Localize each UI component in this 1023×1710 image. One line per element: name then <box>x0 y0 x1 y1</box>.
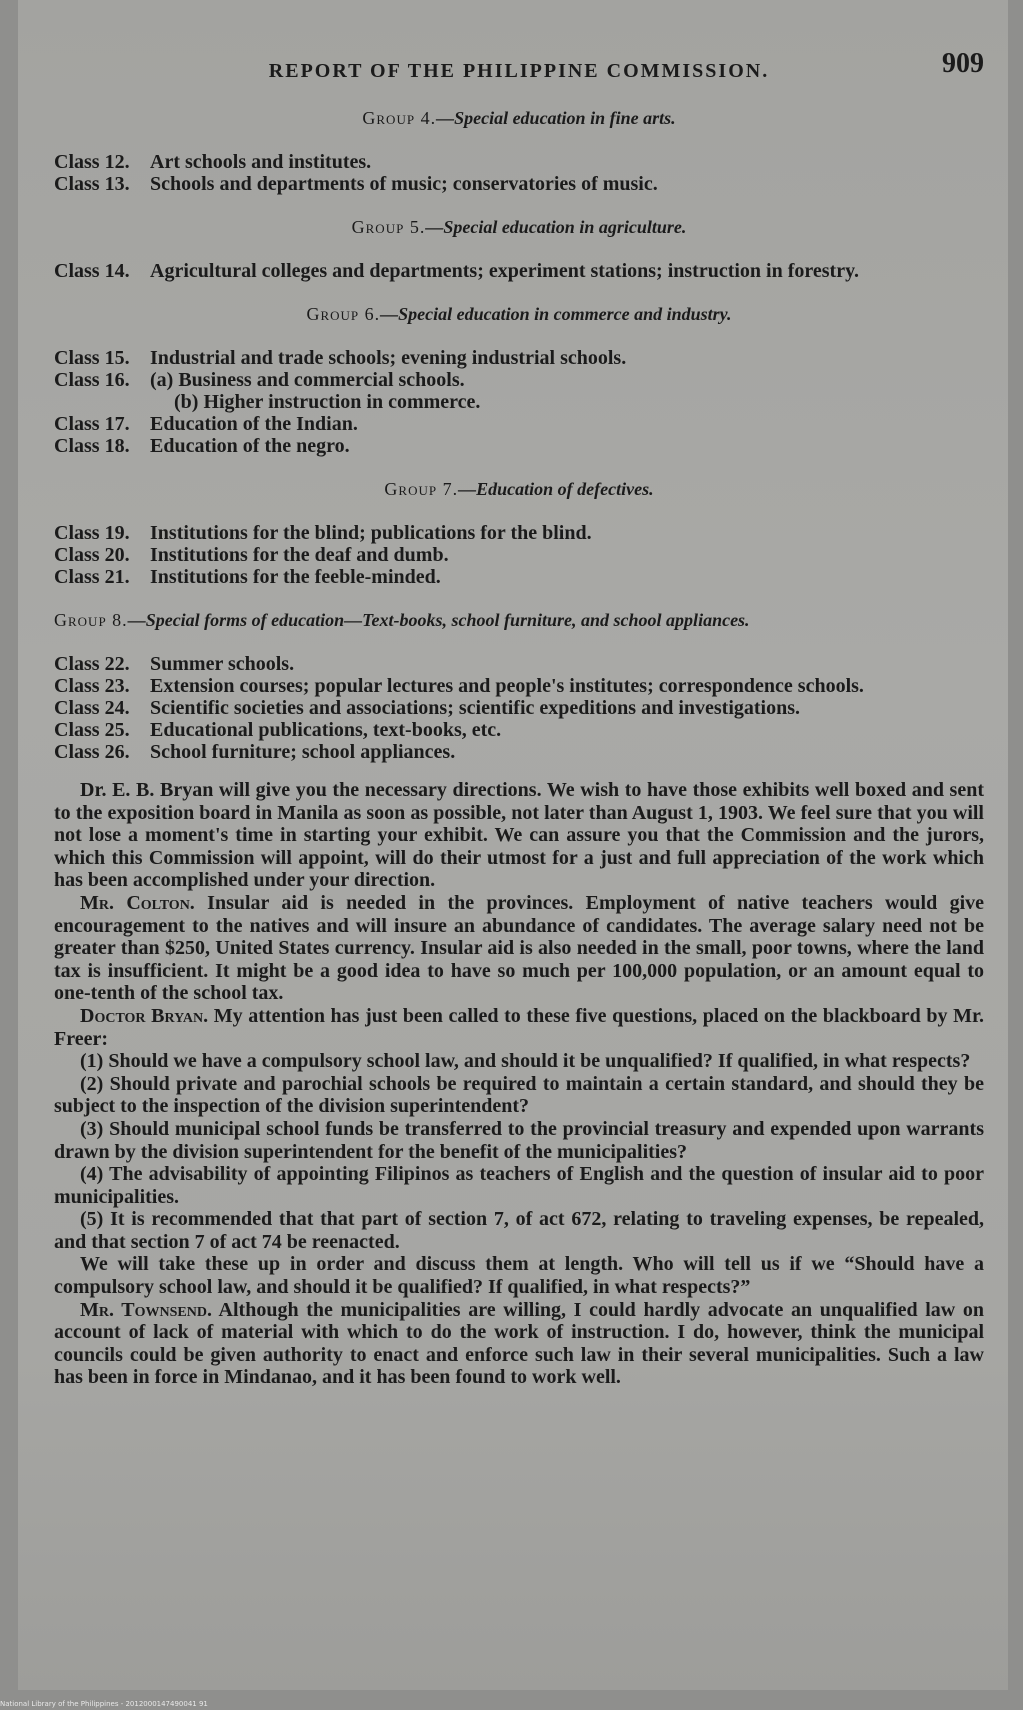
class-number: Class 21. <box>54 566 130 588</box>
class-list <box>54 653 984 763</box>
class-number: Class 14. <box>54 260 130 282</box>
class-list <box>54 151 984 195</box>
group-name: Group 6. <box>306 304 381 324</box>
class-entry <box>54 522 984 544</box>
class-number: Class 19. <box>54 522 130 544</box>
class-number: Class 18. <box>54 435 130 457</box>
class-description: Scientific societies and associations; scientific expeditions and investigations. <box>150 697 800 719</box>
paragraph-text: Insular aid is needed in the provinces. Employment of native teachers would give encouragement to the natives and will insure an abundance of candidates. The average salary need not be greater than $250, United States currency. Insular aid is also needed in the small, poor towns, where the land tax is insufficient. It might be a good idea to have so much per 100,000 population, or an amount equal to one-tenth of the school tax. <box>54 891 984 1005</box>
body-paragraph <box>54 1299 984 1389</box>
group-name: Group 5. <box>351 217 426 237</box>
paragraph-text: We will take these up in order and discuss them at length. Who will tell us if we “Should have a compulsory school law, and should it be qualified? If qualified, in what respects?” <box>54 1253 984 1299</box>
class-number <box>54 391 150 413</box>
class-description: Art schools and institutes. <box>150 151 372 173</box>
class-number: Class 22. <box>54 653 130 675</box>
class-description: Educational publications, text-books, etc. <box>150 719 502 741</box>
group-name: Group 4. <box>362 108 437 128</box>
class-number: Class 24. <box>54 697 130 719</box>
class-number: Class 25. <box>54 719 130 741</box>
paragraph-text: (4) The advisability of appointing Filipinos as teachers of English and the question of insular aid to poor municipalities. <box>54 1163 984 1208</box>
group-subject: —Special education in agriculture. <box>425 217 687 237</box>
footer-credit: National Library of the Philippines - 2012000147490041 91 <box>0 1700 208 1708</box>
group-heading <box>54 479 984 500</box>
class-entry <box>54 675 984 697</box>
class-description: (b) Higher instruction in commerce. <box>174 391 481 413</box>
class-description: Agricultural colleges and departments; experiment stations; instruction in forestry. <box>150 260 859 282</box>
class-list <box>54 522 984 588</box>
class-entry <box>54 719 984 741</box>
class-description: Institutions for the deaf and dumb. <box>150 544 449 566</box>
class-description: Education of the negro. <box>150 435 350 457</box>
paragraph-text: Although the municipalities are willing, I could hardly advocate an unqualified law on account of lack of material with which to do the work of instruction. I do, however, think the municipal councils could be given authority to enact and enforce such law in their several municipalities. Such a law has been in force in Mindanao, and it has been found to work well. <box>54 1298 984 1389</box>
class-number: Class 20. <box>54 544 130 566</box>
page-number: 909 <box>942 48 984 79</box>
class-description: Education of the Indian. <box>150 413 358 435</box>
class-entry <box>54 741 984 763</box>
body-paragraph <box>54 779 984 892</box>
group-subject: —Special forms of education—Text-books, school furniture, and school appliances. <box>127 610 750 630</box>
class-description: (a) Business and commercial schools. <box>150 369 465 391</box>
class-entry <box>54 566 984 588</box>
class-description: Institutions for the blind; publications for the blind. <box>150 522 592 544</box>
body-paragraph <box>54 1073 984 1118</box>
group-name: Group 8. <box>54 610 128 630</box>
class-entry <box>54 413 984 435</box>
class-number: Class 16. <box>54 369 130 391</box>
group-heading <box>54 217 984 238</box>
class-entry <box>54 435 984 457</box>
paragraph-text: (5) It is recommended that that part of section 7, of act 672, relating to traveling expenses, be repealed, and that section 7 of act 74 be reenacted. <box>54 1208 984 1253</box>
body-paragraph <box>54 1005 984 1050</box>
class-number: Class 23. <box>54 675 130 697</box>
class-entry <box>54 347 984 369</box>
report-title: REPORT OF THE PHILIPPINE COMMISSION. <box>268 60 770 82</box>
class-description: Institutions for the feeble-minded. <box>150 566 441 588</box>
body-text <box>54 779 984 1389</box>
class-entry <box>54 391 984 413</box>
class-entry <box>54 544 984 566</box>
running-head <box>54 48 984 94</box>
speaker-name: Doctor Bryan. <box>80 1004 209 1027</box>
group-heading <box>54 610 984 631</box>
class-description: Extension courses; popular lectures and people's institutes; correspondence schools. <box>150 675 864 697</box>
class-number: Class 13. <box>54 173 130 195</box>
group-name: Group 7. <box>384 479 459 499</box>
group-subject: —Special education in fine arts. <box>436 108 676 128</box>
class-number: Class 15. <box>54 347 130 369</box>
speaker-name: Mr. Colton. <box>80 891 195 914</box>
group-subject: —Education of defectives. <box>458 479 654 499</box>
group-heading <box>54 304 984 325</box>
speaker-name: Mr. Townsend. <box>80 1298 212 1321</box>
paragraph-text: (1) Should we have a compulsory school law, and should it be unqualified? If qualified, in what respects? <box>80 1050 971 1073</box>
class-number: Class 26. <box>54 741 130 763</box>
group-subject: —Special education in commerce and industry. <box>380 304 732 324</box>
class-entry <box>54 369 984 391</box>
class-entry <box>54 151 984 173</box>
class-description: Industrial and trade schools; evening industrial schools. <box>150 347 627 369</box>
class-description: Summer schools. <box>150 653 295 675</box>
class-list <box>54 347 984 457</box>
body-paragraph <box>54 1253 984 1298</box>
class-entry <box>54 260 984 282</box>
class-entry <box>54 697 984 719</box>
class-entry <box>54 173 984 195</box>
body-paragraph <box>54 1208 984 1253</box>
class-number: Class 12. <box>54 151 130 173</box>
class-list <box>54 260 984 282</box>
class-number: Class 17. <box>54 413 130 435</box>
paragraph-text: (2) Should private and parochial schools be required to maintain a certain standard, and should they be subject to the inspection of the division superintendent? <box>54 1072 984 1118</box>
group-heading <box>54 108 984 129</box>
body-paragraph <box>54 892 984 1005</box>
document-page <box>18 0 1008 1690</box>
body-paragraph <box>54 1050 984 1073</box>
class-description: Schools and departments of music; conservatories of music. <box>150 173 658 195</box>
body-paragraph <box>54 1163 984 1208</box>
paragraph-text: (3) Should municipal school funds be transferred to the provincial treasury and expended upon warrants drawn by the division superintendent for the benefit of the municipalities? <box>54 1117 984 1163</box>
body-paragraph <box>54 1118 984 1163</box>
class-description: School furniture; school appliances. <box>150 741 456 763</box>
class-entry <box>54 653 984 675</box>
paragraph-text: Dr. E. B. Bryan will give you the necessary directions. We wish to have those exhibits well boxed and sent to the exposition board in Manila as soon as possible, not later than August 1, 1903. We feel sure that you will not lose a moment's time in starting your exhibit. We can assure you that the Commission and the jurors, which this Commission will appoint, will do their utmost for a just and full appreciation of the work which has been accomplished under your direction. <box>54 779 984 892</box>
paragraph-text: My attention has just been called to these five questions, placed on the blackboard by Mr. Freer: <box>54 1004 984 1050</box>
groups-section <box>54 108 984 763</box>
